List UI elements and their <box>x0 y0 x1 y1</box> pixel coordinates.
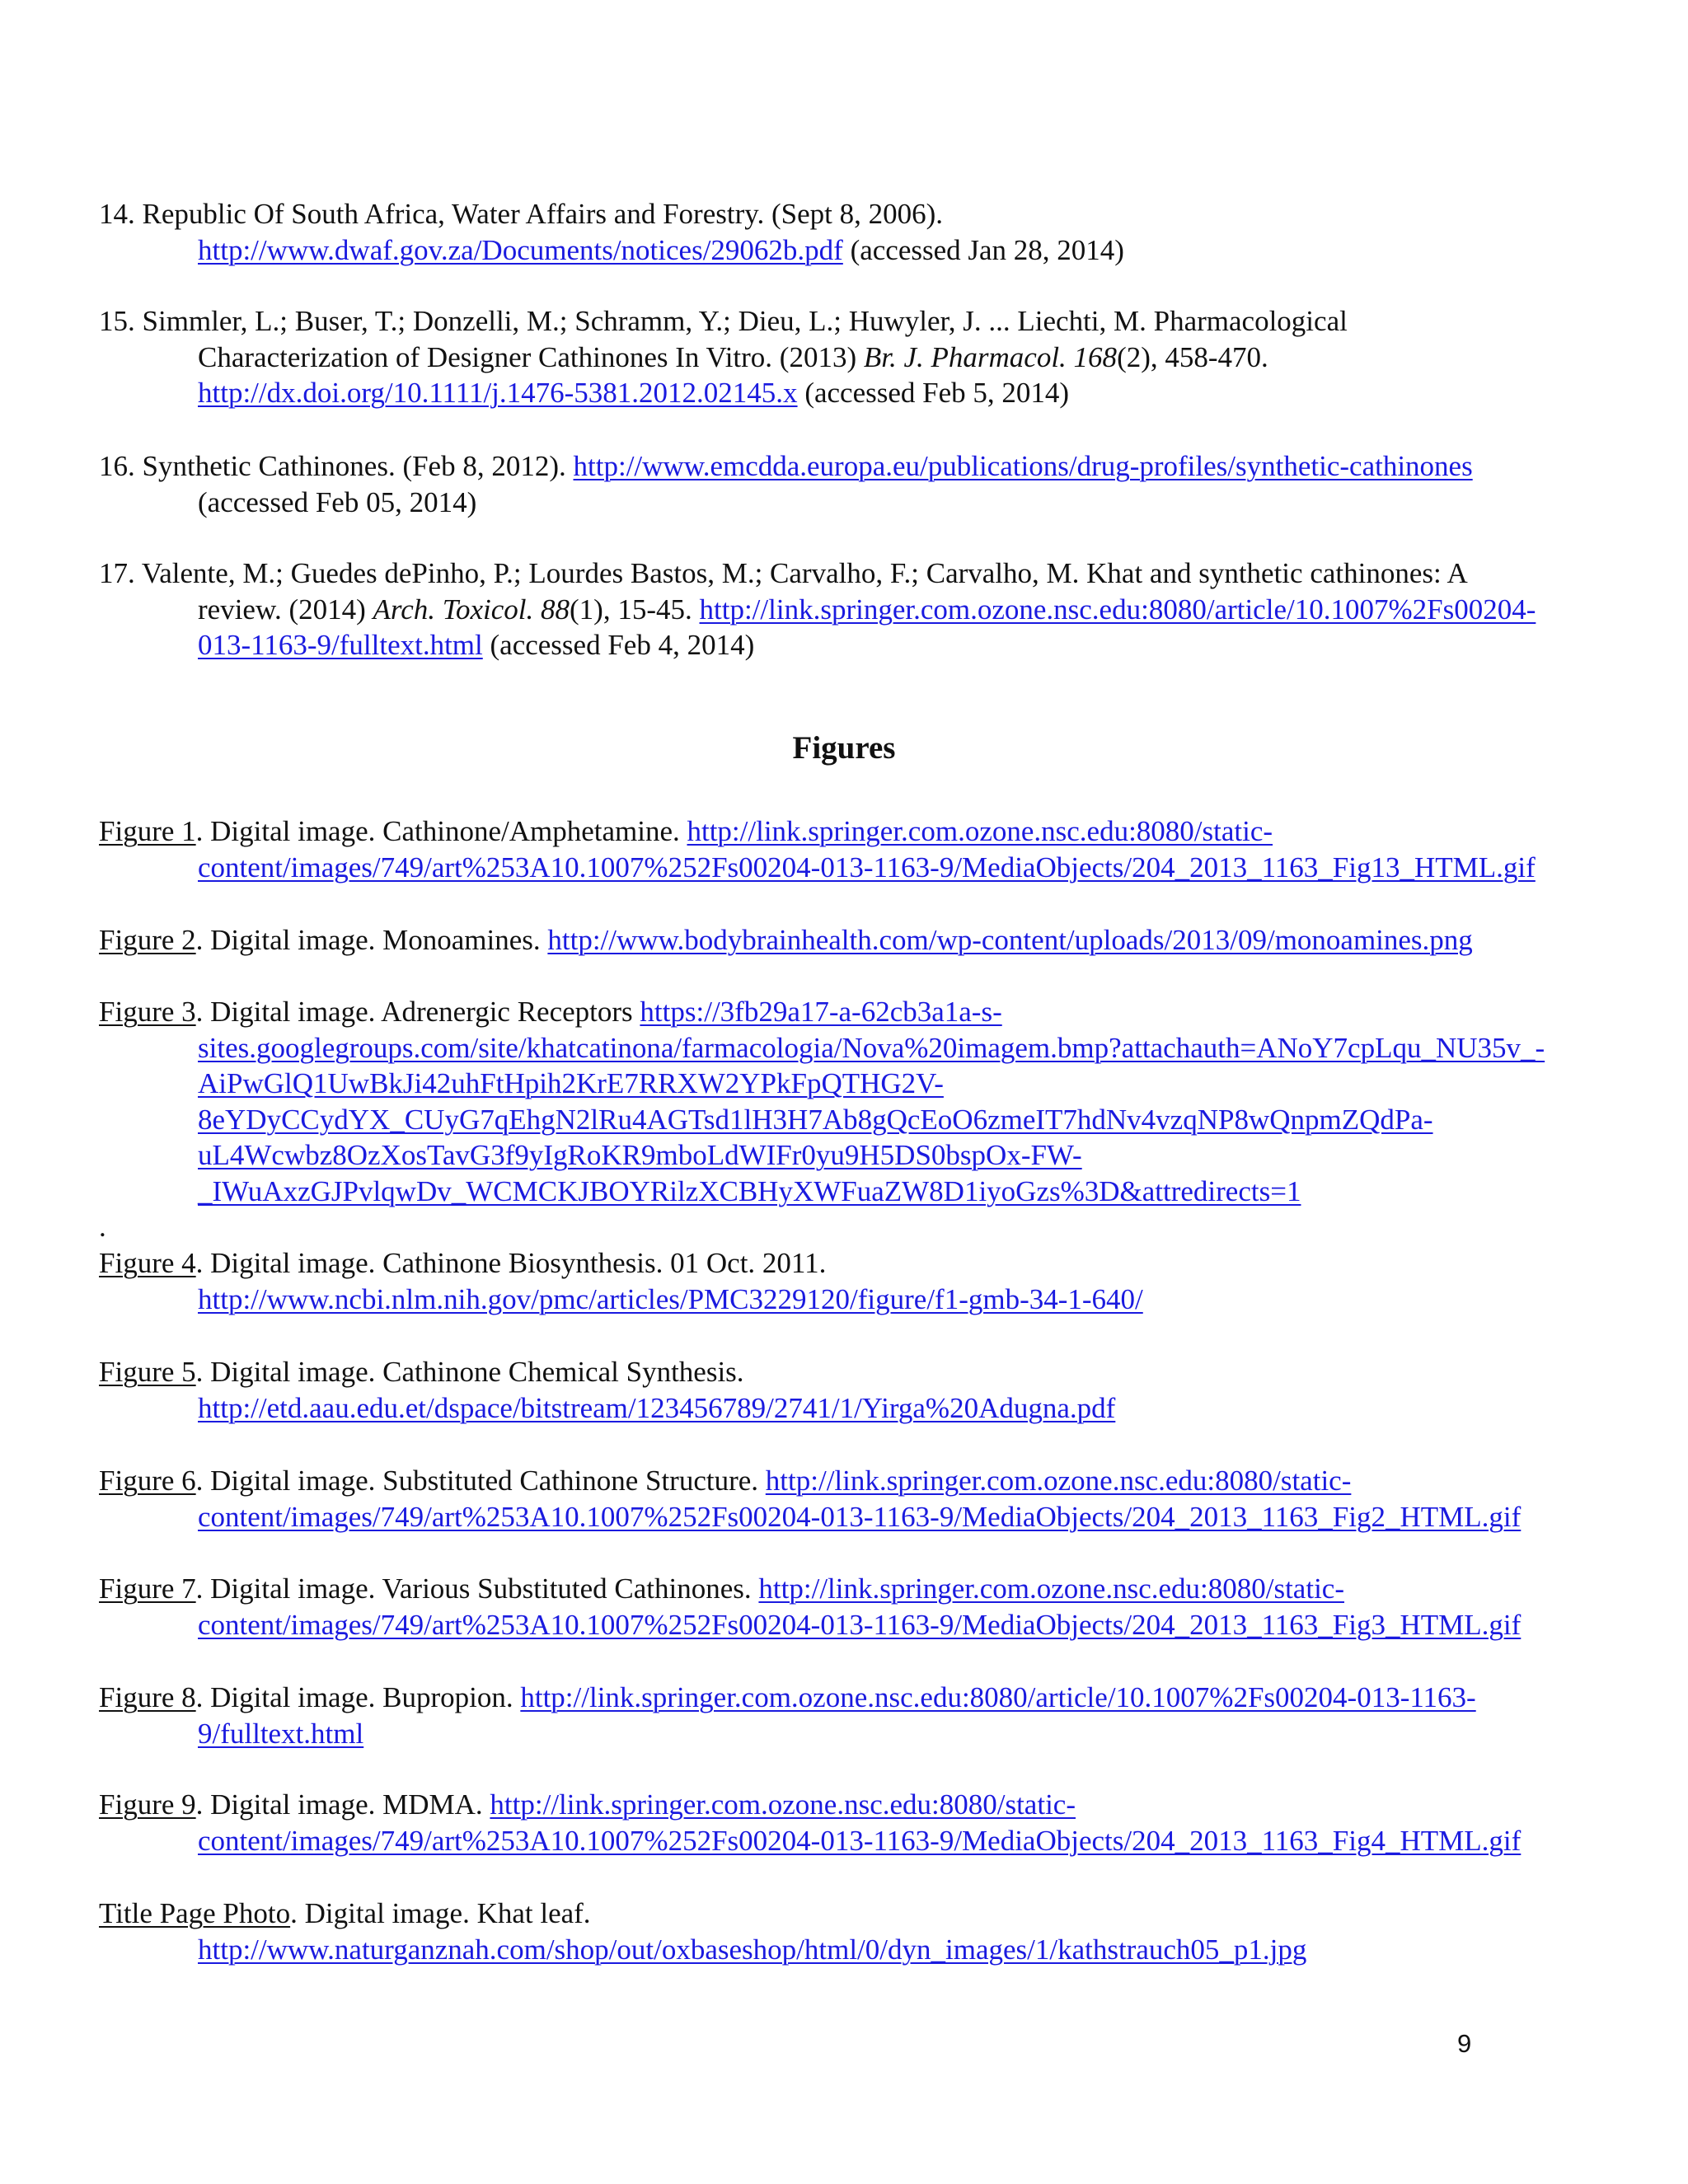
url-link[interactable]: http://www.dwaf.gov.za/Documents/notices/29062b.pdf <box>198 233 843 266</box>
entry-line <box>99 375 1517 411</box>
entry-line <box>99 1932 1517 1968</box>
url-link[interactable]: http://link.springer.com.ozone.nsc.edu:8080/article/10.1007%2Fs00204- <box>699 593 1536 626</box>
entry-line <box>99 922 1517 958</box>
entry-line <box>99 1716 1517 1752</box>
url-link[interactable]: content/images/749/art%253A10.1007%252Fs00204-013-1163-9/MediaObjects/204_2013_1163_Fig4_HTML.gif <box>198 1824 1522 1857</box>
citation-text: Characterization of Designer Cathinones In Vitro. (2013) <box>198 340 864 373</box>
citation-text: 17. Valente, M.; Guedes dePinho, P.; Lourdes Bastos, M.; Carvalho, F.; Carvalho, M. Khat and synthetic cathinones: A <box>99 557 1468 589</box>
entry-line <box>99 232 1517 269</box>
url-link[interactable]: http://link.springer.com.ozone.nsc.edu:8080/static- <box>765 1465 1352 1497</box>
citation-text: . Digital image. Cathinone Chemical Synthesis. <box>195 1356 744 1388</box>
url-link[interactable]: http://link.springer.com.ozone.nsc.edu:8080/article/10.1007%2Fs00204-013-1163- <box>520 1681 1476 1713</box>
figure-label: Figure 9 <box>99 1788 196 1821</box>
entry-line <box>99 627 1517 663</box>
entry-line <box>99 1245 1517 1282</box>
citation-text: (accessed Feb 5, 2014) <box>797 377 1070 409</box>
citation-text: (1), 15-45. <box>570 593 700 626</box>
citation-text: (accessed Jan 28, 2014) <box>842 233 1124 266</box>
url-link[interactable]: content/images/749/art%253A10.1007%252Fs00204-013-1163-9/MediaObjects/204_2013_1163_Fig3_HTML.gif <box>198 1608 1522 1641</box>
citation-text: . Digital image. Bupropion. <box>195 1681 521 1713</box>
url-link[interactable]: 9/fulltext.html <box>198 1717 364 1750</box>
entry-line <box>99 196 1517 232</box>
figure-7 <box>99 1571 1522 1643</box>
entry-line <box>99 1354 1517 1390</box>
entry-line <box>99 1390 1517 1427</box>
entry-line <box>99 850 1536 886</box>
figure-1 <box>99 813 1536 885</box>
figure-label: Figure 7 <box>99 1572 196 1605</box>
figure-2 <box>99 922 1517 958</box>
url-link[interactable]: AiPwGlQ1UwBkJi42uhFtHpih2KrE7RRXW2YPkFpQTHG2V- <box>198 1067 944 1099</box>
url-link[interactable]: https://3fb29a17-a-62cb3a1a-s- <box>640 996 1002 1028</box>
figure-9 <box>99 1787 1522 1858</box>
citation-text: . Digital image. Cathinone/Amphetamine. <box>195 815 687 847</box>
figure-5 <box>99 1354 1517 1426</box>
entry-line <box>99 1102 1517 1138</box>
citation-text: (accessed Feb 05, 2014) <box>198 485 477 518</box>
url-link[interactable]: http://link.springer.com.ozone.nsc.edu:8080/static- <box>758 1572 1344 1605</box>
figure-8 <box>99 1680 1517 1751</box>
figure-6 <box>99 1463 1522 1535</box>
entry-line <box>99 555 1517 592</box>
citation-text: . Digital image. Khat leaf. <box>290 1897 591 1929</box>
url-link[interactable]: uL4Wcwbz8OzXosTavG3f9yIgRoKR9mboLdWIFr0yu9H5DS0bspOx-FW- <box>198 1139 1082 1171</box>
entry-line <box>99 1463 1517 1499</box>
figure-label: Figure 4 <box>99 1247 196 1279</box>
url-link[interactable]: http://www.ncbi.nlm.nih.gov/pmc/articles/PMC3229120/figure/f1-gmb-34-1-640/ <box>198 1282 1143 1315</box>
figures-heading: Figures <box>792 730 896 766</box>
entry-line <box>99 1282 1517 1318</box>
entry-line <box>99 1499 1522 1535</box>
figure-3 <box>99 994 1545 1209</box>
journal-citation: Arch. Toxicol. 88 <box>373 593 570 626</box>
url-link[interactable]: 8eYDyCCydYX_CUyG7qEhgN2lRu4AGTsd1lH3H7Ab8gQcEoO6zmeIT7hdNv4vzqNP8wQnpmZQdPa- <box>198 1103 1433 1136</box>
url-link[interactable]: content/images/749/art%253A10.1007%252Fs00204-013-1163-9/MediaObjects/204_2013_1163_Fig2_HTML.gif <box>198 1500 1522 1533</box>
url-link[interactable]: 013-1163-9/fulltext.html <box>198 629 483 661</box>
url-link[interactable]: http://dx.doi.org/10.1111/j.1476-5381.2012.02145.x <box>198 377 798 409</box>
url-link[interactable]: http://www.naturganznah.com/shop/out/oxbaseshop/html/0/dyn_images/1/kathstrauch05_p1.jpg <box>198 1933 1307 1966</box>
figure-label: Figure 6 <box>99 1465 196 1497</box>
figure-4 <box>99 1245 1517 1317</box>
url-link[interactable]: content/images/749/art%253A10.1007%252Fs00204-013-1163-9/MediaObjects/204_2013_1163_Fig13_HTML.gif <box>198 851 1536 883</box>
entry-line <box>99 592 1536 628</box>
citation-text: 14. Republic Of South Africa, Water Affairs and Forestry. (Sept 8, 2006). <box>99 198 943 230</box>
citation-text: 15. Simmler, L.; Buser, T.; Donzelli, M.; Schramm, Y.; Dieu, L.; Huwyler, J. ... Liechti, M. Pharmacological <box>99 305 1348 337</box>
entry-line <box>99 1607 1522 1643</box>
figure-label: Figure 3 <box>99 996 196 1028</box>
entry-line <box>99 340 1517 376</box>
title-page-photo <box>99 1896 1517 1967</box>
ref-14 <box>99 196 1517 268</box>
entry-line <box>99 1787 1517 1823</box>
citation-text: . Digital image. Various Substituted Cathinones. <box>195 1572 759 1605</box>
citation-text: (2), 458-470. <box>1117 340 1268 373</box>
citation-text: review. (2014) <box>198 593 373 626</box>
figure-label: Figure 8 <box>99 1681 196 1713</box>
journal-citation: Br. J. Pharmacol. 168 <box>863 340 1118 373</box>
entry-line <box>99 1174 1517 1210</box>
url-link[interactable]: http://link.springer.com.ozone.nsc.edu:8080/static- <box>687 815 1273 847</box>
entry-line <box>99 485 1517 521</box>
figure-label: Figure 1 <box>99 815 196 847</box>
entry-line <box>99 1137 1517 1174</box>
entry-line <box>99 1823 1522 1859</box>
entry-line <box>99 1896 1517 1932</box>
entry-line <box>99 448 1517 485</box>
entry-line <box>99 1066 1517 1102</box>
entry-line <box>99 1030 1545 1066</box>
url-link[interactable]: http://www.bodybrainhealth.com/wp-content/uploads/2013/09/monoamines.png <box>547 924 1473 956</box>
entry-line <box>99 303 1517 340</box>
ref-15 <box>99 303 1517 411</box>
stray-period: . <box>99 1211 106 1243</box>
url-link[interactable]: sites.googlegroups.com/site/khatcatinona/farmacologia/Nova%20imagem.bmp?attachauth=ANoY7cpLqu_NU35v_- <box>198 1031 1545 1064</box>
citation-text: . Digital image. Substituted Cathinone Structure. <box>195 1465 766 1497</box>
citation-text: (accessed Feb 4, 2014) <box>482 629 755 661</box>
entry-line <box>99 813 1517 850</box>
entry-line <box>99 994 1517 1030</box>
figure-label: Figure 5 <box>99 1356 196 1388</box>
figure-label: Title Page Photo <box>99 1897 291 1929</box>
ref-16 <box>99 448 1517 520</box>
figure-label: Figure 2 <box>99 924 196 956</box>
entry-line <box>99 1571 1517 1607</box>
citation-text: . Digital image. MDMA. <box>195 1788 490 1821</box>
entry-line <box>99 1680 1517 1716</box>
url-link[interactable]: http://etd.aau.edu.et/dspace/bitstream/123456789/2741/1/Yirga%20Adugna.pdf <box>198 1391 1116 1424</box>
citation-text: . Digital image. Cathinone Biosynthesis. 01 Oct. 2011. <box>195 1247 827 1279</box>
citation-text: . Digital image. Adrenergic Receptors <box>195 996 640 1028</box>
url-link[interactable]: _IWuAxzGJPvlqwDv_WCMCKJBOYRilzXCBHyXWFuaZW8D1iyoGzs%3D&attredirects=1 <box>198 1174 1301 1207</box>
url-link[interactable]: http://link.springer.com.ozone.nsc.edu:8080/static- <box>490 1788 1076 1821</box>
page-number: 9 <box>1457 2029 1472 2058</box>
citation-text: 16. Synthetic Cathinones. (Feb 8, 2012). <box>99 450 574 482</box>
url-link[interactable]: http://www.emcdda.europa.eu/publications/drug-profiles/synthetic-cathinones <box>573 450 1473 482</box>
citation-text: . Digital image. Monoamines. <box>195 924 548 956</box>
ref-17 <box>99 555 1536 663</box>
